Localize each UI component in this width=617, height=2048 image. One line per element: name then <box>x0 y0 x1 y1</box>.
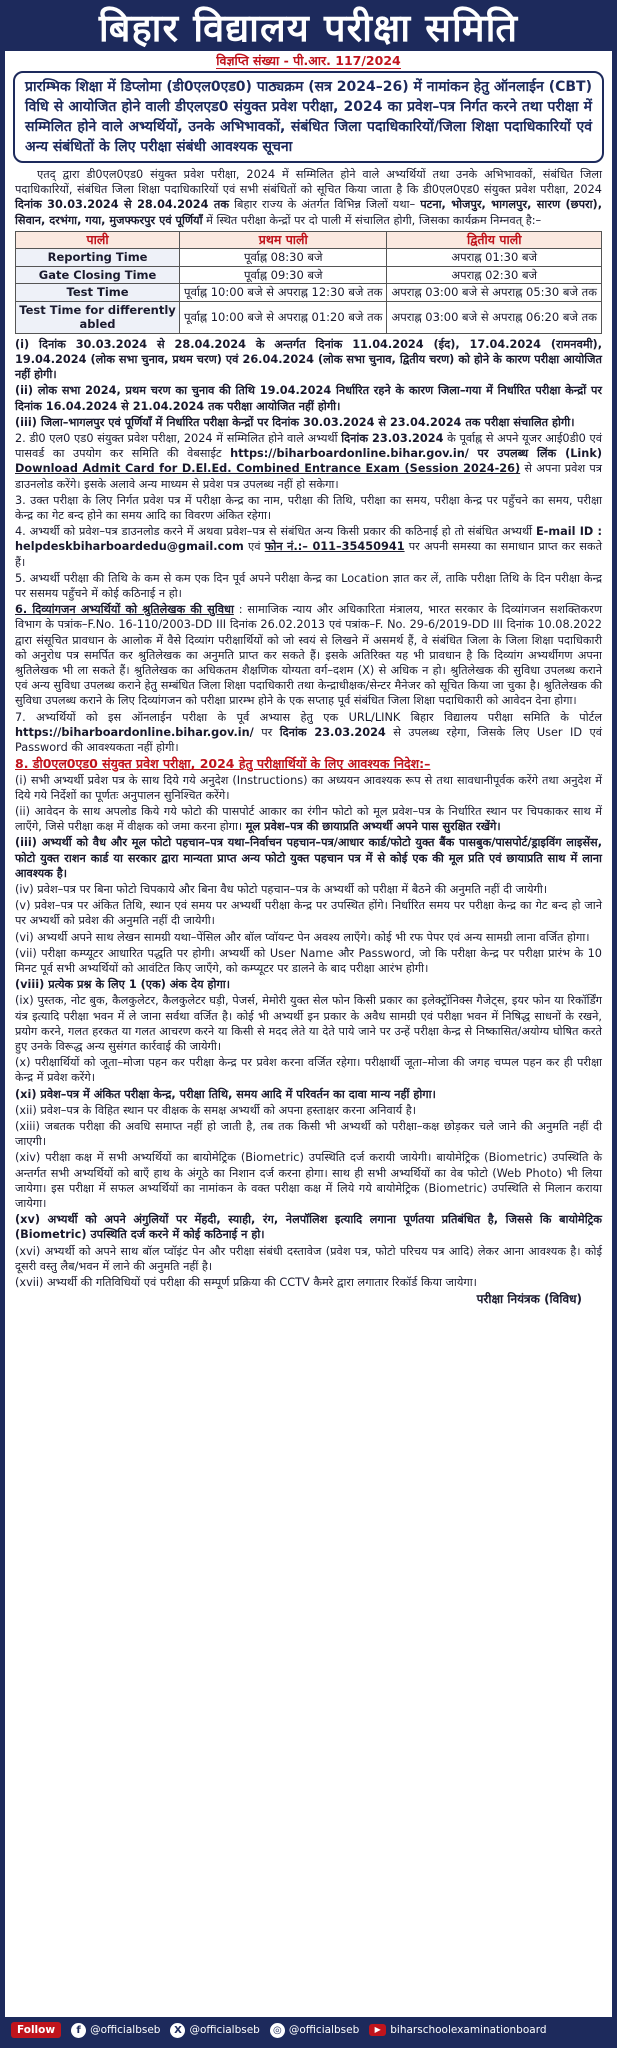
first-shift-cell: पूर्वाह्न 08:30 बजे <box>180 249 387 267</box>
second-shift-cell: अपराह्न 01:30 बजे <box>387 249 602 267</box>
instruction-xi: (xi) प्रवेश–पत्र में अंकित परीक्षा केन्द्र, परीक्षा तिथि, समय आदि में परिवर्तन का दावा मान्य नहीं होगा। <box>15 1087 436 1101</box>
second-shift-cell: अपराह्न 02:30 बजे <box>387 266 602 284</box>
row-label: Reporting Time <box>16 249 180 267</box>
instruction-vii: (vii) परीक्षा कम्प्यूटर आधारित पद्धति पर होगी। अभ्यर्थी को User Name और Password, जो कि परीक्षा केन्द्र पर परीक्षा प्रारंभ के 10 मिनट पूर्व सभी अभ्यर्थियों को आवंटित किए जाएँगे, को कम्प्यूटर पर डालने के बाद परीक्षा आरंभ होगी। <box>15 946 602 975</box>
point-iii: (iii) जिला–भागलपुर एवं पूर्णियाँ में निर्धारित परीक्षा केन्द्रों पर दिनांक 30.03.2024 से 23.04.2024 तक परीक्षा संचालित होगी। <box>15 415 575 429</box>
point-ii: (ii) लोक सभा 2024, प्रथम चरण का चुनाव की तिथि 19.04.2024 निर्धारित रहने के कारण जिला–गया में निर्धारित परीक्षा केन्द्रों पर दिनांक 16.04.2024 से 21.04.2024 तक परीक्षा आयोजित नहीं होगी। <box>15 384 602 413</box>
table-row <box>16 249 602 267</box>
x-twitter-icon: X <box>170 2023 185 2038</box>
instruction-xvii: (xvii) अभ्यर्थी की गतिविधियों एवं परीक्षा की सम्पूर्ण प्रक्रिया की CCTV कैमरे द्वारा लगातार रिकॉर्ड किया जायेगा। <box>15 1276 477 1289</box>
exam-schedule-table <box>15 231 602 334</box>
helpdesk-phone[interactable]: फोन नं.:– 011–35450941 <box>264 540 405 554</box>
point-7: 7. अभ्यर्थियों को इस ऑनलाईन परीक्षा के पूर्व अभ्यास हेतु एक URL/LINK बिहार विद्यालय परीक्षा समिति के पोर्टल https://biharboardonline.bihar.gov.in/ पर दिनांक 23.03.2024 से उपलब्ध रहेगा, जिसके लिए User ID एवं Password की आवश्यकता नहीं होगी। <box>15 710 603 755</box>
facebook-icon: f <box>71 2023 86 2038</box>
practice-link[interactable]: https://biharboardonline.bihar.gov.in/ <box>15 725 254 739</box>
youtube-icon: ▶ <box>369 2024 386 2036</box>
follow-label: Follow <box>11 2022 61 2038</box>
instruction-vi: (vi) अभ्यर्थी अपने साथ लेखन सामग्री यथा–पेंसिल और बॉल प्वॉयन्ट पेन अवश्य लाएँगे। कोई भी रफ पेपर एवं अन्य सामग्री लाना वर्जित होगा। <box>15 930 590 944</box>
first-shift-cell: पूर्वाह्न 10:00 बजे से अपराह्न 12:30 बजे तक <box>180 284 387 302</box>
point-3: 3. उक्त परीक्षा के लिए निर्गत प्रवेश पत्र में परीक्षा केन्द्र का नाम, परीक्षा की तिथि, परीक्षा का समय, परीक्षा केन्द्र पर पहुँचने का समय, परीक्षा केन्द्र का गेट बन्द होने का समय आदि का विवरण अंकित रहेगा। <box>15 493 602 523</box>
point-6: 6. दिव्यांगजन अभ्यर्थियों को श्रुतिलेखक की सुविधा : सामाजिक न्याय और अधिकारिता मंत्रालय, भारत सरकार के दिव्यांगजन सशक्तिकरण विभाग के पत्रांक–F.No. 16-110/2003-DD III दिनांक 26.02.2013 एवं पत्रांक–F. No. 29-6/2019-DD III दिनांक 10.08.2022 द्वारा संसूचित प्रावधान के आलोक में वैसे दिव्यांग परीक्षार्थियों को जो स्वयं से लिखने में असमर्थ हैं, वे संबंधित जिला के जिला शिक्षा पदाधिकारी को अनुरोध पत्र समर्पित कर श्रुतिलेखक का अनुमति प्राप्त कर सकते हैं। इसके अतिरिक्त यह भी प्रावधान है कि दिव्यांग अभ्यर्थीगण अपना श्रुतिलेखक भी ला सकते हैं। श्रुतिलेखक का अधिकतम शैक्षणिक योग्यता वर्ग–दशम (X) से अधिक न हो। श्रुतिलेखक की सुविधा उपलब्ध कराने एवं अन्य सुविधा उपलब्ध कराने हेतु सम्बंधित जिला शिक्षा पदाधिकारी तथा केन्द्राधीक्षक/सेन्टर मैनेजर को सूचित किया जा चुका है। श्रुतिलेखक की सुविधा उपलब्ध कराने के लिए दिव्यांगजन को परीक्षा प्रारम्भ होने के एक सप्ताह पूर्व संबंधित जिला शिक्षा पदाधिकारी को आवेदन देना होगा। <box>15 603 602 708</box>
second-shift-cell: अपराह्न 03:00 बजे से अपराह्न 05:30 बजे तक <box>387 284 602 302</box>
instruction-viii: (viii) प्रत्येक प्रश्न के लिए 1 (एक) अंक देय होगा। <box>15 978 231 992</box>
table-row <box>16 301 602 333</box>
instruction-xiii: (xiii) जबतक परीक्षा की अवधि समाप्त नहीं हो जाती है, तब तक किसी भी अभ्यर्थी को परीक्षा–कक्ष छोड़कर चले जाने की अनुमति नहीं दी जाएगी। <box>15 1119 602 1149</box>
instruction-ix: (ix) पुस्तक, नोट बुक, कैलकुलेटर, कैलकुलेटर घड़ी, पेजर्स, मेमोरी युक्त सेल फोन किसी प्रकार का इलेक्ट्रॉनिक्स गैजेट्स, इयर फोन या रिकॉर्डिंग यंत्र इत्यादि परीक्षा भवन में ले जाना सर्वथा वर्जित है। कोई भी अभ्यर्थी इन प्रकार के अवैध सामग्री एवं परीक्षा भवन में निषिद्ध साधनों के रखने, प्रयोग करने, गलत हरकत या गलत आचरण करने या किसी से मदद लेते या देते पाये जाने पर उन्हें परीक्षा केन्द्र से निष्कासित/अयोग्य घोषित करते हुए उनके विरूद्ध अन्य सुसंगत कार्रवाई की जायेगी। <box>15 994 602 1053</box>
instagram-icon: ◎ <box>270 2023 285 2038</box>
helpdesk-email[interactable]: E-mail ID : helpdeskbiharboardedu@gmail.com <box>15 525 602 554</box>
row-label: Test Time for differently abled <box>16 301 180 333</box>
point-2: 2. डी0 एल0 एड0 संयुक्त प्रवेश परीक्षा, 2024 में सम्मिलित होने वाले अभ्यर्थी दिनांक 23.03.2024 के पूर्वाह्न से अपने यूजर आई0डी0 एवं पासवर्ड का उपयोग कर समिति की वेबसाईट https://biharboardonline.bihar.gov.in/ पर उपलब्ध लिंक (Link) Download Admit Card for D.El.Ed. Combined Entrance Exam (Session 2024-26) से अपना प्रवेश पत्र डाउनलोड करेंगे। इसके अलावे अन्य माध्यम से प्रवेश पत्र उपलब्ध नहीं हो सकेगा। <box>15 432 603 491</box>
notice-number: विज्ञप्ति संख्या - पी.आर. 117/2024 <box>216 53 401 68</box>
website-link[interactable]: https://biharboardonline.bihar.gov.in/ <box>230 447 469 461</box>
point-4: 4. अभ्यर्थी को प्रवेश–पत्र डाउनलोड करने में अथवा प्रवेश–पत्र से संबंधित अन्य किसी प्रकार की कठिनाई हो तो संबंधित अभ्यर्थी E-mail ID : helpdeskbiharboardedu@gmail.com एवं फोन नं.:– 011–35450941 पर अपनी समस्या का समाधान प्राप्त कर सकते हैं। <box>15 525 603 569</box>
signature: परीक्षा नियंत्रक (विविध) <box>476 1292 582 1307</box>
instruction-iv: (iv) प्रवेश–पत्र पर बिना फोटो चिपकाये और बिना वैध फोटो पहचान–पत्र के अभ्यर्थी को परीक्षा में बैठने की अनुमति नहीं दी जायेगी। <box>15 882 548 896</box>
table-header-cell: पाली <box>16 231 180 249</box>
instagram-handle[interactable]: ◎ @officialbseb <box>270 2023 359 2038</box>
instruction-v: (v) प्रवेश–पत्र पर अंकित तिथि, स्थान एवं समय पर अभ्यर्थी परीक्षा केन्द्र पर उपस्थित होंगे। निर्धारित समय पर परीक्षा केन्द्र का गेट बन्द हो जाने पर अभ्यर्थी को प्रवेश की अनुमति नहीं दी जायेगी। <box>15 899 602 928</box>
instruction-iii: (iii) अभ्यर्थी को वैध और मूल फोटो पहचान–पत्र यथा–निर्वाचन पहचान–पत्र/आधार कार्ड/फोटो युक्त बैंक पासबुक/पासपोर्ट/ड्राइविंग लाइसेंस, फोटो युक्त राशन कार्ड या सरकार द्वारा मान्यता प्राप्त अन्य फोटो युक्त पहचान पत्र में से कोई एक की मूल प्रति एवं छायाप्रति साथ में लाना आवश्यक है। <box>15 836 602 880</box>
twitter-handle[interactable]: X @officialbseb <box>170 2023 259 2038</box>
instruction-ii: (ii) आवेदन के साथ अपलोड किये गये फोटो की पासपोर्ट आकार का रंगीन फोटो को मूल प्रवेश–पत्र के निर्धारित स्थान पर चिपकाकर साथ में लाएँगे, जिसे परीक्षा कक्ष में वीक्षक को जमा करना होगा। मूल प्रवेश–पत्र की छायाप्रति अभ्यर्थी अपने पास सुरक्षित रखेंगे। <box>15 804 602 834</box>
instruction-xvi: (xvi) अभ्यर्थी को अपने साथ बॉल प्वॉइंट पेन और परीक्षा संबंधी दस्तावेज (प्रवेश पत्र, फोटो परिचय पत्र आदि) लेकर आना आवश्यक है। कोई दूसरी वस्तु लैब/भवन में लाने की अनुमति नहीं है। <box>15 1244 602 1273</box>
row-label: Test Time <box>16 284 180 302</box>
table-row <box>16 266 602 284</box>
youtube-handle[interactable]: ▶ biharschoolexaminationboard <box>369 2024 546 2036</box>
page-title: बिहार विद्यालय परीक्षा समिति <box>5 5 612 51</box>
second-shift-cell: अपराह्न 03:00 बजे से अपराह्न 06:20 बजे तक <box>387 301 602 333</box>
point-5: 5. अभ्यर्थी परीक्षा की तिथि के कम से कम एक दिन पूर्व अपने परीक्षा केन्द्र का Location ज्ञात कर लें, ताकि परीक्षा तिथि के दिन परीक्षा केन्द्र पर ससमय पहुँचने में कोई कठिनाई न हो। <box>15 571 602 601</box>
intro-paragraph: एतद् द्वारा डी0एल0एड0 संयुक्त प्रवेश परीक्षा, 2024 में सम्मिलित होने वाले अभ्यर्थियों तथा उनके अभिभावकों, संबंधित जिला पदाधिकारियों, संबंधित जिला शिक्षा पदाधिकारियों एवं सभी संबंधितों को सूचित किया जाता है कि डी0एल0एड0 संयुक्त प्रवेश परीक्षा, 2024 दिनांक 30.03.2024 से 28.04.2024 तक बिहार राज्य के अंतर्गत विभिन्न जिलों यथा– पटना, भोजपुर, भागलपुर, सारण (छपरा), सिवान, दरभंगा, गया, मुजफ्फरपुर एवं पूर्णियाँ में स्थित परीक्षा केन्द्रों पर दो पाली में संचालित होगी, जिसका कार्यक्रम निम्नवत् है:– <box>15 168 602 227</box>
table-header-row <box>16 231 602 249</box>
row-label: Gate Closing Time <box>16 266 180 284</box>
table-header-cell: प्रथम पाली <box>180 231 387 249</box>
instruction-xv: (xv) अभ्यर्थी को अपने अंगुलियों पर मेंहदी, स्याही, रंग, नेलपॉलिश इत्यादि लगाना पूर्णतया प्रतिबंधित है, जिससे कि बायोमेट्रिक (Biometric) उपस्थिति दर्ज करने में कोई कठिनाई न हो। <box>15 1213 602 1242</box>
first-shift-cell: पूर्वाह्न 10:00 बजे से अपराह्न 01:20 बजे तक <box>180 301 387 333</box>
section-8-title: 8. डी0एल0एड0 संयुक्त प्रवेश परीक्षा, 2024 हेतु परीक्षार्थियों के लिए आवश्यक निदेश:– <box>15 756 431 772</box>
social-footer <box>5 2017 612 2043</box>
instruction-x: (x) परीक्षार्थियों को जूता–मोजा पहन कर परीक्षा केन्द्र पर प्रवेश करना वर्जित रहेगा। परीक्षार्थी जूता–मोजा की जगह चप्पल पहन कर ही परीक्षा केन्द्र में प्रवेश करेंगे। <box>15 1056 602 1085</box>
point-i: (i) दिनांक 30.03.2024 से 28.04.2024 के अन्तर्गत दिनांक 11.04.2024 (ईद), 17.04.2024 (रामनवमी), 19.04.2024 (लोक सभा चुनाव, प्रथम चरण) एवं 26.04.2024 (लोक सभा चुनाव, द्वितीय चरण) को होने के कारण परीक्षा आयोजित नहीं होगी। <box>15 337 602 382</box>
notice-subject: प्रारम्भिक शिक्षा में डिप्लोमा (डी0एल0एड0) पाठ्यक्रम (सत्र 2024–26) में नामांकन हेतु ऑनलाईन (CBT) विधि से आयोजित होने वाली डीएलएड0 संयुक्त प्रवेश परीक्षा, 2024 का प्रवेश–पत्र निर्गत करने तथा परीक्षा में सम्मिलित होने वाले अभ्यर्थियों, उनके अभिभावकों, संबंधित जिला पदाधिकारियों/जिला शिक्षा पदाधिकारियों एवं अन्य संबंधितों के लिए परीक्षा संबंधी आवश्यक सूचना <box>13 71 604 163</box>
table-header-cell: द्वितीय पाली <box>387 231 602 249</box>
first-shift-cell: पूर्वाह्न 09:30 बजे <box>180 266 387 284</box>
instruction-i: (i) सभी अभ्यर्थी प्रवेश पत्र के साथ दिये गये अनुदेश (Instructions) का अध्ययन आवश्यक रूप से तथा सावधानीपूर्वक करेंगे तथा अनुदेश में दिये गये निर्देशों का पूर्णतः अनुपालन सुनिश्चित करेंगे। <box>15 773 602 802</box>
instruction-xii: (xii) प्रवेश–पत्र के विहित स्थान पर वीक्षक के समक्ष अभ्यर्थी को अपना हस्ताक्षर करना अनिवार्य है। <box>15 1103 417 1117</box>
admit-card-link[interactable]: Download Admit Card for D.El.Ed. Combined Entrance Exam (Session 2024-26) <box>15 462 521 476</box>
instruction-xiv: (xiv) परीक्षा कक्ष में सभी अभ्यर्थियों का बायोमेट्रिक (Biometric) उपस्थिति दर्ज करायी जायेगी। बायोमेट्रिक (Biometric) उपस्थिति के अन्तर्गत सभी अभ्यर्थियों को बाएँ हाथ के अंगूठे का निशान दर्ज करना होगा। साथ ही सभी अभ्यर्थियों का वेब फोटो (Web Photo) भी लिया जायेगा। इस परीक्षा में सफल अभ्यर्थियों का नामांकन के वक्त परीक्षा कक्ष में लिये गये बायोमेट्रिक (Biometric) उपस्थिति से मिलान कराया जायेगा। <box>15 1151 602 1210</box>
table-row <box>16 284 602 302</box>
notice-body <box>5 163 612 1307</box>
facebook-handle[interactable]: f @officialbseb <box>71 2023 160 2038</box>
